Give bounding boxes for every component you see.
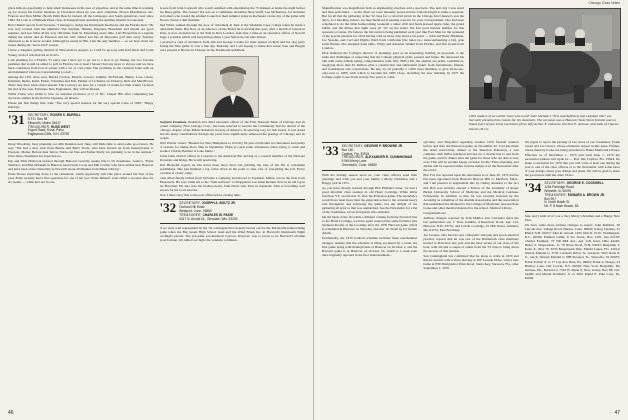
- portrait-photo: [205, 56, 259, 118]
- paragraph: Ron Bickwith reports he has never been more tired and pitching the tone of his life at retirement headlinings. Has just finished a leg collar down in the point to take care of everything the fall. Every vacation is a busy camp.: [159, 162, 305, 176]
- class-box-33: [322, 142, 417, 171]
- class-officers: SECRETARY, GEORGE P. BROWNE JR. Box 160 Captiva, Fla. 33924 TREASURER, ALEXANDER R. CUNNINGHAM 9 Will Merry Lane Greenwich, Conn. 06830: [341, 144, 412, 167]
- class-box-32: [160, 199, 306, 224]
- paragraph: If we were well represented by the '32 contingent that recently turned out for the Dartmouth homecoming game when the Big Green High School band and the Wind Brush Inc. in Harvard's Dartmouth Night torchlight parade. The pre-game pre-luncheon boycott, however, was to prove to be Harvard's all-time good fortune. We rallied our high: the vendetta continues.: [159, 226, 305, 243]
- paragraph: With the holiday season upon us, your class officers send their greetings and wish you and your family a Merry Christmas and a Happy year in 1971.: [322, 172, 418, 185]
- paragraph: Bob Fox has reported upon his retirement as of June 30, 1970 and he has been appointed from Boston's Beacon Hill to Medford, Mass., and I am pleased to supplement this by calling attention to the fact that Bob was recently elected a Fellow of the Academy of Roger Bickel University School of Medicine and the Medical Graduate Fellowship. In addition to this, he was recently honored by the Academy as a member of the Alumni Association and the Association that established the Manual for the College of Medicine; and purchase books and other medical material for the school. Medical Library.: [423, 173, 519, 210]
- paragraph: Congratulations!: [423, 210, 447, 215]
- paragraph: Please put first things first. Like "The very special reunion for the very special Class of 1930." Happy holidays.: [8, 101, 154, 110]
- portrait-illustration: [206, 57, 259, 118]
- paragraph: As you have already learned through Bob Hamlin's letter, we had a good informal class reunion in old Hotel Coolidge, White River Junction, VT, on October 31 after the Princeton game. The attendance would have been more than the expectation due to the constant heavy rain throughout and following the game, but the delight of the gathering all prior to that was unmatched. See the Newsletter for a list of the classmates, wives and guests who attended.: [322, 185, 418, 215]
- class-year: '34: [524, 180, 542, 196]
- paragraph: Incidentally, the 1970 football schedule includes three unscheduled changes, namely that the schedule is being set ahead by a week, the first game being with Pennsylvania at Hanover on October 2, and the Harvard game is in Hanover on October 16, which is a week later than originally reported in the first announcement...: [322, 236, 418, 257]
- paragraph: sylvania, and Maryland regarding another 1970 football reunion before and after the Princeton game on November 22. Carl has made the usual reservation, dinner at the Sheraton Princeton, a tent complete with buffet luncheon and bus for a charter bus to and from the game, and for dinner after the game for those who are able to stay over. This will be another happy occasion for the '33ers attending, and details will be reported either in these names or in the Newsletter after the event.: [423, 140, 519, 173]
- right-page: [314, 0, 628, 420]
- paragraph: A note from John Cogswell who wasn't satisfied with entertaining the 75 drinkers at home the night before the Pines game. The reason? We was on a committee including Shep Wolff, Lee McKenney, Joe Rottman and others who hosted the Alumni Council at their summer lodge in Rochester on the day of the game with Brown. Never a dull moment.: [159, 6, 305, 23]
- paragraph: Ernie Stones expecting down to the retirement, which apparently will take place around the first of the year. Ernie recently had a first operation for one of his 'yes'. Ernie himself, even called a wooden shoe for six weeks — while he's not in one.: [8, 172, 154, 185]
- class-year: '32: [159, 200, 177, 216]
- class-year: '31: [8, 112, 25, 128]
- page-number-right: 47: [614, 410, 620, 416]
- paragraph: June and I wish all of you a Very Merry Christmas and a Happy New Year.: [524, 214, 620, 223]
- class-officers: SECRETARY, ROGER S. BURRILL R.F.D. Box 98 Ellsworth, Maine 04617 TREASURER, RUSS WEST Yogurt Road, Kona, Pahu Englewood Cliffs, N.H. 03750: [27, 113, 81, 137]
- paragraph: I am planning for a Florida '31 party and I have yet to go out to a boat or go fishing, the two favorite pastimes that would be added to golf in Florida, but at least I haven't had any snow to shovel, and we have been comforted from bad of winter with a lot of cold rains. The problems in the classical folks with an environmental 'what an overwhelming to read'...: [8, 57, 154, 74]
- class-box-31: [8, 111, 154, 140]
- paragraph: gives him an opportunity to help small businesses in his area of expertise, and at the same time is working up (or down) his former business in Cleveland where he was once chairman. Brown Distributors, Inc. Frances and Don Miller (North Palm Beach) cruised off the Galapagos and South American coast since 1962. Ed Loeb is a Halibunt Plaza class. In Pennsylvania spending the summer months in Lancaster.: [8, 6, 154, 23]
- paragraph: Pap and Dick Holbrook learned through Hanover recently, seeing bits to all classmates. Leslie's, "Ernie Siemarco and Bud Marshall in Hanover heard back to Lin and Phil Coulter who have settled near Hanover and have been at the University in Norwich about 20 minutes from Baker Library.": [8, 159, 154, 172]
- class-box-34: [525, 179, 620, 212]
- class-year: '33: [322, 143, 339, 158]
- photo-illustration: [470, 9, 621, 110]
- left-columns: [8, 6, 305, 404]
- right-column-3: [525, 140, 620, 404]
- paragraph: I have a daughter getting married in Wisconsin in August, so I will be up (on) with Karl Rudi and Colin Young, both of whom lived in Scott's.: [8, 48, 154, 57]
- paragraph: Joe Jacques, who has his own orthopedic and pain and sports medical practice, reports that he was one of the Dartmouth class members invited to Princeton last year and the most recent of our class of the hour, with aid and a couple of others from the '33 class to bring about the success of this reunion.: [423, 233, 519, 254]
- page-number-left: 46: [8, 410, 14, 416]
- caption-name: Gaylord Freeman,: [159, 119, 187, 124]
- photo-caption: 1932 readers of an earlier issue who recall John Sheldon's "first and definitely last elephant ride" are herewith presented the reason for his statement. The occasion was a Hanover State Street festival and on board (sort of) are stone executives (from left) Arthur E. Osborne, Norbert E. Armour, and John of Charles Stevens & Co.: [469, 114, 619, 131]
- class-officers: SECRETARY, GEORGE E. COGSWELL 1264 Partridge Road Wilmette, Ill. 60091 TREASURER, EDWARD A. BROWN JR. Box 907 N. North Baldb St. Mt. P. 8 Nash Beach, 83: [544, 181, 605, 209]
- running-head: Chicago Class Notes: [588, 1, 620, 5]
- paragraph: We have some more address changes to report: John Ruddick, 50 Lincoln Ave. Village Road, Darien, Conn. 06820; Irving Thomas, 31 Bland, N.H. 03257; John R. Arnold, 1200 16th St. N.W., Washington, D.C. 20006; Emmett Gillin, 8 Joe Street, Box 1470, San 02158; Charles Faulkner, 70 700 Mill Ave., Apt. 4-B, Kent, Ohio 44240; Henry S. Sheperdson, Jr., 70 River Road, N.H. 03043; Benjamin T. Kobe Jr., Box 70, 6735 Kingstream Way, Miami Lakes, Fla. 33014; Warren Mandel to 3739 Cortland Drive, St. Gerundi, 3505 Rock 8, Jr., ranch, Warren Mandel to 888 Prospect St., Wassoflo, 91 00035; Frank Torbett Jr. to 17 Lay Ave. Bala, Pa. 19004; Frank A. Sharpe, 23 Bradley Lane, Old Corvin, N.S. 06339; New Scott Benjamin, Pie Avenue, PA., Bernard to 7501 B. Mane 9, New, Jersey, Box 98, Cm. 04400; and Martin Robinsby Jr. to 3001 Rapid E. Pike Corp. Pa. 40049.: [524, 223, 620, 280]
- paragraph: Gaylord Freeman, chairman and chief executive officer of the First National Bank of Chicago and its parent company, First Chicago Corp., has been selected to receive the Community Service Award of the Chicago chapter of the Public Relations Society of America. In selecting Gay for this award, it was stated that his many contributions through the years have significantly enhanced the prestige of Chicago and its people.: [159, 119, 305, 140]
- paragraph: I received a card of invitation from Jim and George Cookie for their annual cocktail and hot dog party during the Yale game. It was a fine day Thursday and I am hoping to make that scene. Ken and Bergen were present at Brown-in-Chicago in the Dartmouth sentiment.: [159, 40, 305, 53]
- left-column-1: [8, 6, 154, 404]
- paragraph: Walt Warner writes: "Headed for New Hampshire to visit my 93-year-old mother in Clairemont and plenty of reasons for taking more time in September. Hope to catch some adventures when trying to catch and monitor Charles Bamber at Lake Marie.": [159, 140, 305, 153]
- paragraph: Ned White walked through the door of retirement in June at the Weshams Cape college when he made a substantial mark. But Ned, as an educator on the Board he is leaving this year, after a month of leisure in Paris, is now an instructor at the Yale in New London. And after a time as an executive officer of Rowell Sage, a position which will keep him perhaps a year before he can take leisure.: [159, 23, 305, 40]
- paragraph: Now I must carry this to the post office before closing time.: [159, 193, 241, 198]
- elephant-ride-photo: [469, 8, 621, 110]
- paragraph: On the basis of the favorable comment coming from the Norwich line to the Hotel Coolidge, we have again reserved the same facilities (the Vermont Room) at the Coolidge after the 1970 Harvard game which is scheduled in Hanover on Saturday, October 16. Stand by for further details.: [322, 215, 418, 236]
- paragraph: Bob Chittim reports from Sarasota, "I manage to dodge the Dartmouth luncheons and the Florida men." He was very excited with the numbers: Van Teschen, Shields, Wagoner, Blanchard and myself are good regulars, and Geo Wise all the way 160 miles from St. Petersburg every time. Carl Fitzpatrick is a regular during the winter and Al Peterson and his wife visited and has an important golf date every Tuesday afternoon so he is never around. Although he stated in '80s, I am the only member — so we hear about our losses during the "snow-bird" season.: [8, 23, 154, 48]
- right-column-2: [423, 140, 518, 404]
- paragraph: Among the 1931 lives were Harold Cordon, Morrill, Lowery, Jenkins, McFarland, Butler, Lore, Chase, Kirkman, Ryder, Rudd, Fisher, Schreiber and Mrs. Palmer of Lichfield, Lu Doherty, Rick and Mel Brown. There may have been others unseen. The Lowreys are here for a couple of weeks for their winter vacation the end of the year. Fortunate New Englanders, they will be missed.: [8, 74, 154, 91]
- paragraph: We regret to report the passing of two more of our classmates, Frank Green and Joe Glover, whose obituaries appear in this issue. Further, whose memory books are being presented to Baker Memorial Library.: [524, 140, 620, 153]
- left-column-2: [160, 6, 306, 404]
- paragraph: Glen Allen finally retired from Sylvania a company and moved to Topsham, Maine, across the river from Brunswick. He says while not to his "little software" to Drappentlu was Allan Bernier lives in an old log in the Bavarian. He also sees his brother-in-law John Davis who lives in Topsham. John is becoming well known for his local artwork.: [159, 176, 305, 193]
- paragraph: Willis Clark, who stellis is now an assistant professor at U of NC, Chapel Hill after completing her doctorate studies in the field in Japanese, all phases.: [8, 91, 154, 100]
- right-columns: [322, 140, 620, 404]
- paragraph: Some bank clerical officer in Colorado is the American Bar serving as a council member of the National Invasions and Ridge. He is still practicing.: [159, 153, 305, 162]
- right-column-1: [322, 140, 417, 404]
- paragraph: Dick Osmond, the College's director of planning, gave us an interesting briefing on proposals to the tasks and challenges of respecting that the College physical plant, present and future. He discussed his talk with some friends taking comprehensive (Our Way 1985.) We, the alumni, are prime contributors, supplying more than $1 million, plus a construction and substantial grants from foundations, friends, and foundations and corporations. He has, by all probably a 1,000 class members to give all-in-one-only-ever to 1985, with which to become the 1985 Class, including the new building by 1975 the College ought to see in the twenty-five years to come.: [322, 50, 464, 79]
- paragraph: Effective as of December 1, 1970 and until June 1, 1970 my secretarial address will again be — Box 160, Captiva, Fla. 33924. Do make a resolution for 1970 that you will write at least one during the year to one of the class officers or to the Newsletter with some news of your doings, about your doings and plans. We will be glad to share the good news with the other 33'ers.: [524, 153, 620, 178]
- paragraph: San Cunningham has confirmed that he plans to retire in 1970 and that he and his wife will be moving to 200 Seaside Drive, with a new home at 830 Marigolmot Point Road, Santa Key, Sarasota, Fla., after September 1, 1970.: [423, 254, 519, 271]
- right-top-column: [322, 6, 464, 134]
- class-officers: SECRETARY, JOSEPH A. BOLTZ JR. Orchard Hill Road Westport, Conn. 06880 TREASURER, CHARLES W. PAIGE 6317 N. Arnold Dr., Glendale, Wis. 53209: [179, 201, 238, 221]
- paragraph: Magnification was magnificent both as engineering structure and a spectacle. The next day I was sized and then performed — at the clinic we were mutually proud and the Chirodon light to make a separate. But for all that the gathering of the '32 class for a convivial picnic in the Chicago Inn Chaucer's was the day's, as a mocking (where, we may mention) is passing concern for your correspondent, who had been scheduled to do the tribal homecoming weekend a rather chill and fresh-pressed apple cider, the grand buffet, and the dinner that night were all "in" on the ticket. We had good turnout number for this seasonal occasion. We believe the fall event is being published each year like Foot Men for the weekend of the special pleasure for all in having with us those who lived a far-point — John and Betty Hardman, Joe Stouder, and Carl and Phyllis Ward from California (the latter two transcontinenting a bit), plus some Barnes who attended from Ohio, Wiley and Adelaide Walker from Florida, and Jim Gould from London.: [322, 6, 464, 51]
- paragraph: Address changes reported by Tom Mattice also Carlander since the last publication are: J. Ross Gamble, 4 Reservoir Road, Apt. 112, Hanover, N.H. 03755, and Calvin Coolidge, 91 Hill Street, Ashland, Me. 04732, East Boothbay.: [423, 215, 519, 232]
- paragraph: Doug Woodring, busy planning our 40th Reunion next June, still finds time to send some good news. He says "We had a nice visit from Bernie and Betty Stock, who have moved up from Pennsylvania to Freeport, Maine. Before their fellow Noble-ton Dee and Esther Purdy are planning to be in the reunion." Over these classmates are expected too.: [8, 141, 154, 159]
